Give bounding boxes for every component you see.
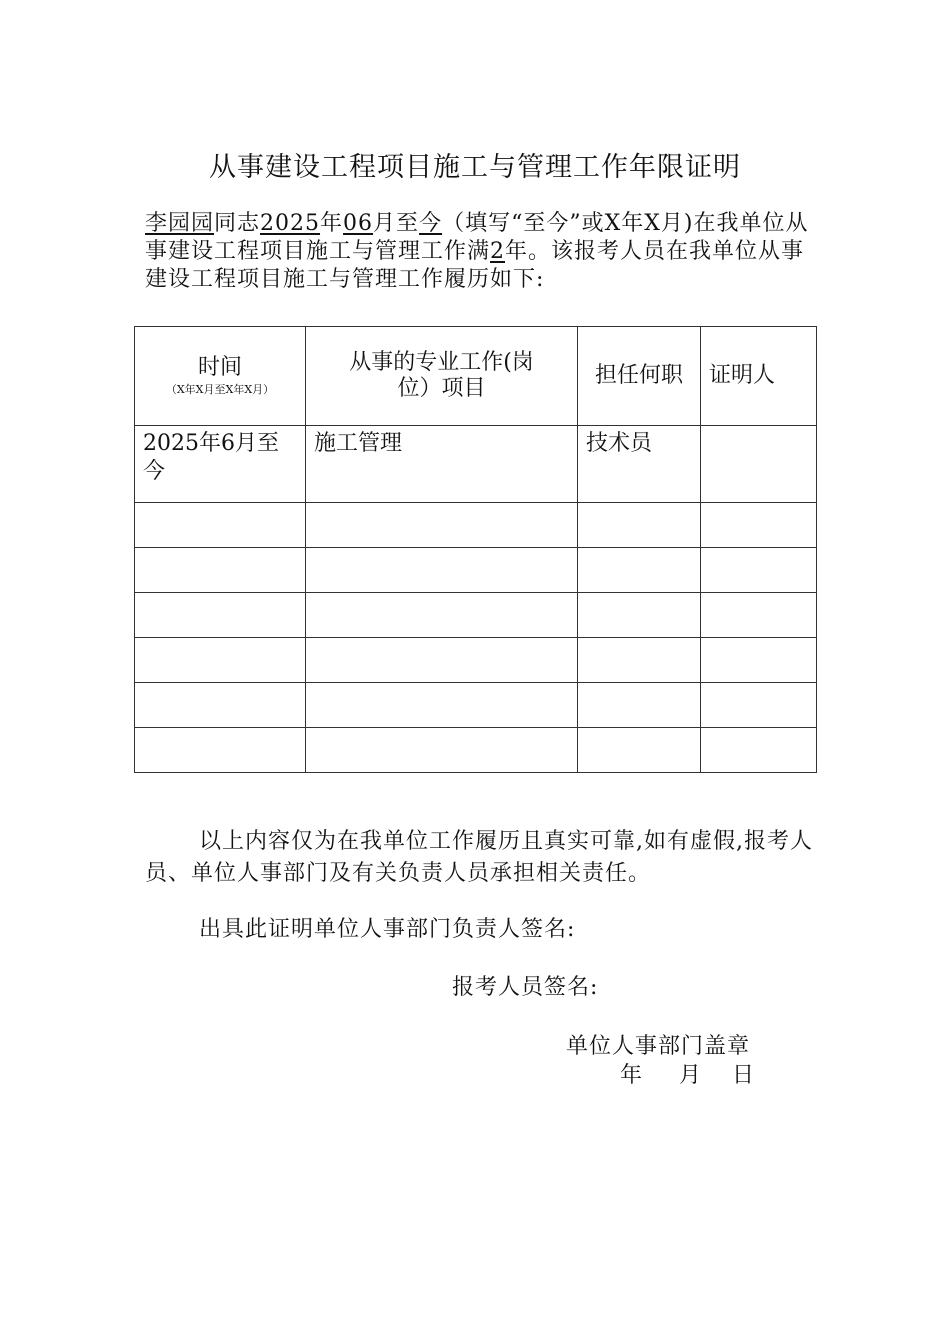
- cell-witness: [701, 593, 817, 638]
- intro-text-4: （填写“至今”或X年X月)在我单位从事建设工程项目施工与管理工作满: [145, 211, 809, 264]
- intro-text-3: 月至: [373, 211, 420, 236]
- start-year: 2025: [260, 211, 321, 236]
- cell-witness: [701, 426, 817, 503]
- date-line: [620, 1060, 950, 1092]
- table-row: [135, 426, 817, 503]
- cell-witness: [701, 548, 817, 593]
- applicant-name: 李园园: [145, 211, 215, 236]
- cell-time: [135, 638, 306, 683]
- cell-work: [306, 683, 578, 728]
- cell-witness: [701, 728, 817, 773]
- cell-position: [578, 503, 701, 548]
- intro-text-1: 同志: [214, 211, 261, 236]
- start-month: 06: [343, 211, 374, 236]
- table-header-row: [135, 327, 817, 426]
- cell-witness: [701, 638, 817, 683]
- cell-time: [135, 548, 306, 593]
- applicant-signature-label: 报考人员签名:: [452, 975, 599, 1000]
- header-time: [135, 327, 306, 426]
- header-witness: 证明人: [701, 327, 817, 426]
- date-day: 日: [732, 1063, 756, 1088]
- cell-position: [578, 593, 701, 638]
- cell-position: 技术员: [578, 426, 701, 503]
- cell-position: [578, 683, 701, 728]
- cell-time: [135, 728, 306, 773]
- cell-position: [578, 638, 701, 683]
- document-title: 从事建设工程项目施工与管理工作年限证明: [209, 152, 741, 183]
- table-row: [135, 503, 817, 548]
- table-row: [135, 593, 817, 638]
- cell-time: 2025年6月至今: [135, 426, 306, 503]
- cell-position: [578, 728, 701, 773]
- years-count: 2: [490, 239, 506, 264]
- cell-work: 施工管理: [306, 426, 578, 503]
- table-row: [135, 548, 817, 593]
- hr-signature-label: 出具此证明单位人事部门负责人签名:: [199, 917, 576, 942]
- intro-text-2: 年: [320, 211, 344, 236]
- seal-label: 单位人事部门盖章: [566, 1034, 751, 1059]
- date-month: 月: [679, 1063, 703, 1088]
- cell-position: [578, 548, 701, 593]
- end-date: 今: [419, 211, 443, 236]
- header-time-hint: （X年X月至X年X月）: [165, 383, 275, 396]
- cell-work: [306, 548, 578, 593]
- declaration-paragraph: 以上内容仅为在我单位工作履历且真实可靠,如有虚假,报考人员、单位人事部门及有关负责人员承担相关责任。: [145, 829, 813, 886]
- cell-time: [135, 593, 306, 638]
- header-position: 担任何职: [578, 327, 701, 426]
- cell-time: [135, 683, 306, 728]
- cell-time: [135, 503, 306, 548]
- date-year: 年: [620, 1063, 644, 1088]
- cell-witness: [701, 683, 817, 728]
- cell-work: [306, 638, 578, 683]
- cell-work: [306, 593, 578, 638]
- work-history-table: [134, 326, 817, 773]
- table-row: [135, 683, 817, 728]
- intro-text-5: 年。该报考人员在我单位从事建设工程项目施工与管理工作履历如下:: [145, 239, 805, 292]
- header-work: 从事的专业工作(岗位）项目: [306, 327, 578, 426]
- table-row: [135, 728, 817, 773]
- cell-witness: [701, 503, 817, 548]
- intro-paragraph: [145, 210, 825, 294]
- header-time-label: 时间: [197, 355, 242, 380]
- cell-work: [306, 503, 578, 548]
- cell-work: [306, 728, 578, 773]
- table-row: [135, 638, 817, 683]
